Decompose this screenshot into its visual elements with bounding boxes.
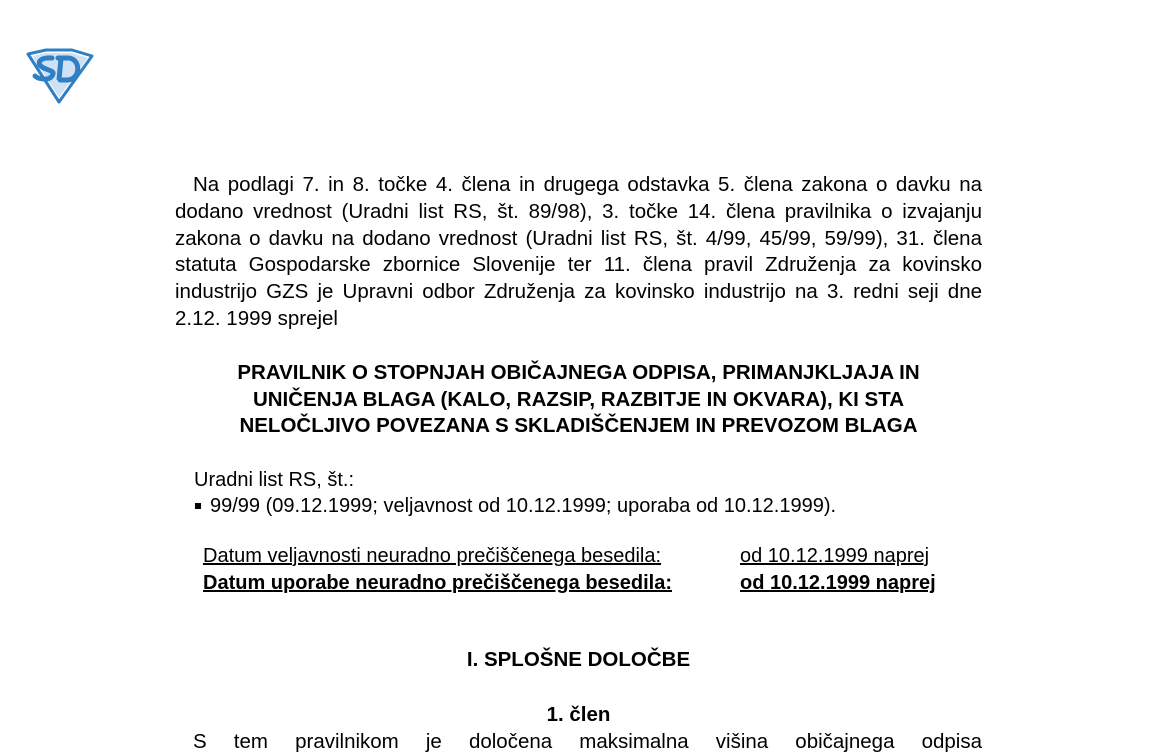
gazette-heading: Uradni list RS, št.: — [194, 469, 355, 491]
validity-date-value: od 10.12.1999 naprej — [740, 545, 930, 567]
section-heading: I. SPLOŠNE DOLOČBE — [466, 648, 691, 671]
preamble-text: Na podlagi 7. in 8. točke 4. člena in drugega odstavka 5. člena zakona o davku na dodano vrednost (Uradni list RS, št. 89/98), 3. točke 14. člena pravilnika o izvajanju zakona o davku na dodano vrednost (Uradni list RS, št. 4/99, 45/99, 59/99), 31. člena statuta Gospodarske zbornice Slovenije ter 11. člena pravil Združenja za kovinsko industrijo GZS je Upravni odbor Združenja za kovinsko industrijo na 3. redni seji dne 2.12. 1999 sprejel — [175, 173, 982, 330]
official-gazette-reference — [194, 467, 974, 519]
validity-date-label: Datum veljavnosti neuradno prečiščenega besedila: — [203, 545, 662, 567]
title-line: PRAVILNIK O STOPNJAH OBIČAJNEGA ODPISA, PRIMANJKLJAJA IN — [237, 361, 920, 384]
consolidation-dates — [203, 543, 936, 597]
regulation-title — [175, 360, 982, 440]
bullet-icon — [195, 503, 201, 509]
application-date-label: Datum uporabe neuradno prečiščenega besedila: — [203, 572, 673, 594]
sd-logo-icon — [22, 48, 96, 104]
article-body-text: S tem pravilnikom je določena maksimalna višina običajnega odpisa — [193, 730, 982, 753]
title-line: NELOČLJIVO POVEZANA S SKLADIŠČENJEM IN PREVOZOM BLAGA — [239, 414, 918, 437]
validity-date-row — [203, 543, 936, 570]
application-date-row — [203, 570, 936, 597]
gazette-entry — [194, 493, 974, 519]
application-date-value: od 10.12.1999 naprej — [740, 572, 936, 594]
gazette-entry-text: 99/99 (09.12.1999; veljavnost od 10.12.1999; uporaba od 10.12.1999). — [210, 495, 837, 517]
title-line: UNIČENJA BLAGA (KALO, RAZSIP, RAZBITJE IN OKVARA), KI STA — [252, 387, 905, 411]
article-heading: 1. člen — [546, 703, 611, 726]
